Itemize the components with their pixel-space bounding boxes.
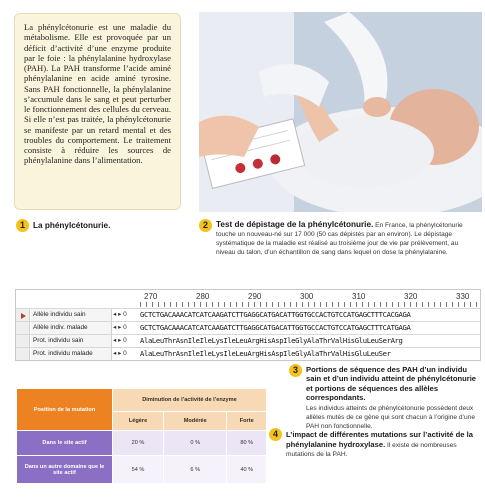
ruler-label: 330 bbox=[456, 292, 470, 301]
doc2-caption-title: Test de dépistage de la phénylcétonurie. bbox=[216, 220, 374, 229]
doc4-caption-title: L’impact de différentes mutations sur l’activité de la phénylalanine hydroxylase. bbox=[286, 430, 473, 449]
row-sequence: GCTCTGACAAACATCATCAAGATCTTGAGGCATGACATTGGTGCCACTGTCCATGAGCTTTCATGAGA bbox=[140, 323, 411, 332]
table-cell: 0 % bbox=[164, 431, 227, 456]
sequence-row[interactable] bbox=[16, 347, 481, 360]
ruler-label: 320 bbox=[404, 292, 418, 301]
row-marker bbox=[16, 322, 30, 334]
doc3-caption bbox=[306, 365, 478, 431]
table-cell: 40 % bbox=[227, 456, 267, 484]
intro-text-panel bbox=[14, 13, 181, 210]
scroll-arrows-icon[interactable]: ◂ ▸ bbox=[113, 350, 122, 357]
table-cell: 6 % bbox=[164, 456, 227, 484]
row-marker bbox=[16, 348, 30, 360]
ruler-label: 280 bbox=[196, 292, 210, 301]
ruler-label: 300 bbox=[300, 292, 314, 301]
table-group-header: Diminution de l’activité de l’enzyme bbox=[113, 389, 267, 412]
mutation-impact-table bbox=[16, 388, 267, 484]
table-cell: 20 % bbox=[113, 431, 164, 456]
row-name: Allèle individu sain bbox=[31, 309, 112, 321]
row-offset: 0 bbox=[123, 311, 127, 318]
doc2-caption bbox=[216, 220, 478, 257]
doc2-caption-body: En France, la phénylcétonurie touche un nouveau-né sur 17 000 (50 cas dépistés par an environ). Le dépistage systématique de la maladie est réalisé au troisième jour de vie par prélèvement, au niveau du talon, d’un échantillon de sang dans lequel on dose la phénylalanine. bbox=[216, 222, 463, 256]
row-marker bbox=[16, 309, 30, 321]
table-row bbox=[17, 431, 267, 456]
sequence-row[interactable] bbox=[16, 308, 481, 321]
row-name: Prot. individu sain bbox=[31, 335, 112, 347]
sequence-viewer bbox=[15, 289, 481, 361]
table-column-header: Modérée bbox=[164, 411, 227, 430]
sequence-row[interactable] bbox=[16, 321, 481, 334]
sequence-ruler bbox=[16, 290, 481, 308]
doc4-caption-body: Il existe de nombreuses mutations de la PAH. bbox=[286, 442, 457, 458]
scroll-arrows-icon[interactable]: ◂ ▸ bbox=[113, 337, 122, 344]
row-sequence: AlaLeuThrAsnIleIleLysIleLeuArgHisAspIleGlyAlaThrValHisGluLeuSerArg bbox=[140, 336, 403, 345]
scroll-arrows-icon[interactable]: ◂ ▸ bbox=[113, 311, 122, 318]
ruler-ticks bbox=[140, 302, 481, 307]
ruler-label: 290 bbox=[248, 292, 262, 301]
row-sequence: GCTCTGACAAACATCATCAAGATCTTGAGGCATGACATTGGTGCCACTGTCCATGAGCTTTCACGAGA bbox=[140, 310, 411, 319]
table-row bbox=[17, 456, 267, 484]
row-label: Dans le site actif bbox=[17, 431, 113, 456]
doc4-caption bbox=[286, 430, 479, 459]
doc1-number-badge: 1 bbox=[16, 219, 29, 232]
row-marker bbox=[16, 335, 30, 347]
table-corner-header: Position de la mutation bbox=[17, 389, 113, 431]
row-controls[interactable] bbox=[113, 348, 139, 360]
row-name: Allèle indiv. malade bbox=[31, 322, 112, 334]
row-offset: 0 bbox=[123, 350, 127, 357]
row-label: Dans un autre domaine que le site actif bbox=[17, 456, 113, 484]
row-controls[interactable] bbox=[113, 309, 139, 321]
row-sequence: AlaLeuThrAsnIleIleLysIleLeuArgHisAspIleGlyAlaThrValHisGluLeuSer bbox=[140, 349, 391, 358]
row-controls[interactable] bbox=[113, 335, 139, 347]
sequence-row[interactable] bbox=[16, 334, 481, 347]
row-offset: 0 bbox=[123, 337, 127, 344]
doc3-caption-body: Les individus atteints de phénylcétonurie possèdent deux allèles mutés de ce gène qui sont chacun à l’origine d’une PAH non fonctionnelle. bbox=[306, 404, 475, 430]
doc3-caption-title: Portions de séquence des PAH d’un individu sain et d’un individu atteint de phénylcétonurie et portions de séquences des allèles correspondants. bbox=[306, 365, 477, 403]
ruler-label: 270 bbox=[144, 292, 158, 301]
table-cell: 80 % bbox=[227, 431, 267, 456]
table-column-header: Forte bbox=[227, 411, 267, 430]
screening-illustration bbox=[199, 12, 482, 212]
row-name: Prot. individu malade bbox=[31, 348, 112, 360]
row-controls[interactable] bbox=[113, 322, 139, 334]
scroll-arrows-icon[interactable]: ◂ ▸ bbox=[113, 324, 122, 331]
ruler-label: 310 bbox=[352, 292, 366, 301]
table-cell: 54 % bbox=[113, 456, 164, 484]
doc1-caption: La phénylcétonurie. bbox=[33, 221, 111, 230]
doc4-number-badge: 4 bbox=[269, 428, 282, 441]
doc2-number-badge: 2 bbox=[199, 219, 212, 232]
row-offset: 0 bbox=[123, 324, 127, 331]
table-column-header: Légère bbox=[113, 411, 164, 430]
doc3-number-badge: 3 bbox=[289, 364, 302, 377]
newborn-screening-photo bbox=[199, 12, 482, 212]
intro-paragraph: La phénylcétonurie est une maladie du métabolisme. Elle est provoquée par un déficit d’activité d’une enzyme produite par le foie : la phénylalanine hydroxylase (PAH). La PAH transforme l’acide aminé phénylalanine en acide aminé tyrosine. Sans PAH fonctionnelle, la phénylalanine s’accumule dans le sang et peut perturber le fonctionnement des cellules du cerveau. Si elle n’est pas traitée, la phénylcétonurie se manifeste par un retard mental et des troubles du comportement. Le traitement consiste à réduire les sources de phénylalanine dans l’alimentation. bbox=[24, 22, 171, 166]
